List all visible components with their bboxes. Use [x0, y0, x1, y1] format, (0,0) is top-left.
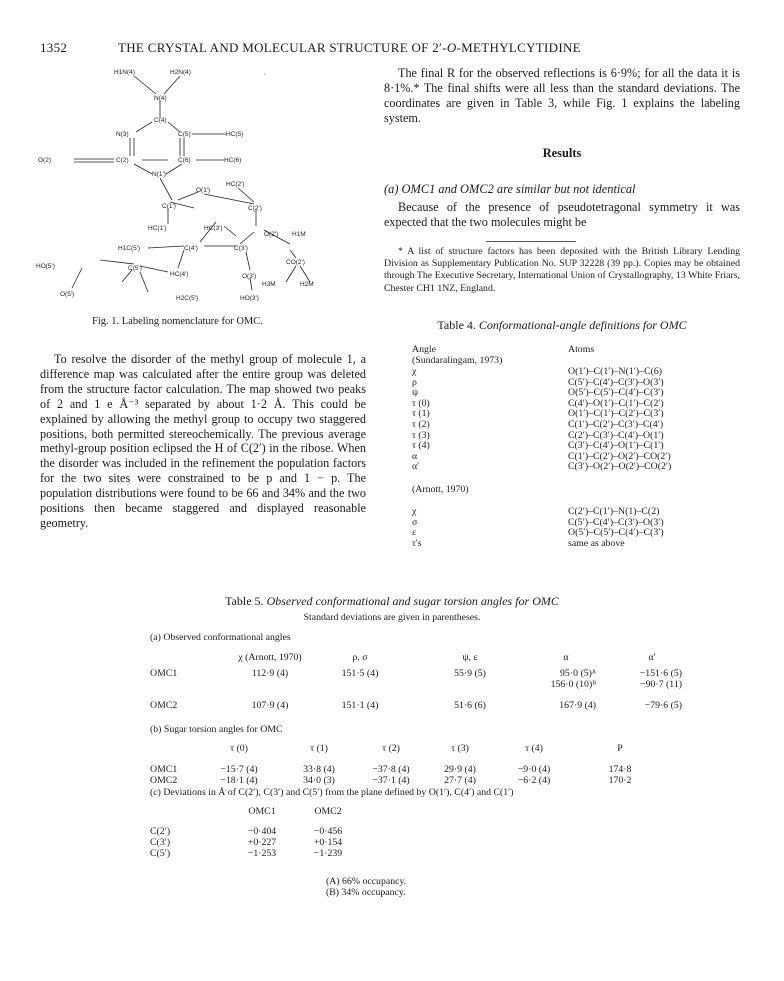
page-number: 1352	[40, 40, 68, 55]
atom-o3p: O(3′)	[242, 273, 257, 280]
table4-atoms-cell: O(1′)–C(1′)–N(1′)–C(6)	[568, 366, 663, 377]
atom-h1c5p: H1C(5′)	[118, 245, 141, 252]
atom-o2p: O(2′)	[264, 231, 279, 238]
atom-c2p: C(2′)	[248, 205, 262, 212]
table5-c-header: OMC1	[248, 806, 276, 817]
table5-a-alpha: 167·9 (4)	[559, 700, 596, 711]
table5-a-chi: 112·9 (4)	[251, 668, 289, 679]
atom-c3p: C(3′)	[234, 245, 248, 252]
table5-a-header: χ (Arnott, 1970)	[238, 652, 302, 663]
table4-angle-cell: α	[412, 450, 418, 462]
table4-atoms-cell: O(1′)–C(1′)–C(2′)–C(3′)	[568, 408, 664, 420]
table5-b-value: −15·7 (4)	[220, 764, 258, 775]
footnote-rule	[486, 241, 576, 242]
table5-b-value: −37·1 (4)	[372, 775, 410, 786]
footnote: * A list of structure factors has been deposited with the British Library Lending Division as Supplementary Publication No. SUP 32228 (39 pp.). Copies may be obtained through The Executive Secretary, International Union of Crystallography, 13 White Friars, Chester CH1 1NZ, England.	[384, 246, 740, 294]
table5-a-alpha: 156·0 (10)ᴮ	[550, 678, 596, 690]
subsection-heading: (a) OMC1 and OMC2 are similar but not identical	[384, 182, 636, 196]
atom-hc3p: HC(3′)	[204, 225, 223, 232]
table4-atoms-cell: C(2′)–C(3′)–C(4′)–O(1′)	[568, 429, 664, 441]
atom-h2m: H2M	[300, 281, 314, 288]
table5-a-header: ρ, σ	[352, 652, 368, 663]
table5-a-alpha-prime: −79·6 (5)	[644, 700, 682, 711]
table5-b-header: τ (3)	[451, 743, 469, 754]
table5-section-c: (c) Deviations in Å of C(2′), C(3′) and C(5′) from the plane defined by O(1′), C(4′) and C(1′)	[150, 787, 514, 798]
table4-atoms-cell: C(1′)–C(2′)–C(3′)–C(4′)	[568, 419, 664, 430]
table4-angle-cell: χ	[412, 506, 417, 517]
table5-caption	[40, 594, 744, 609]
table5-caption-prefix: Table 5.	[225, 594, 267, 608]
running-title	[118, 40, 581, 56]
table5-a-row-label: OMC2	[150, 700, 178, 711]
title-prefix: THE CRYSTAL AND MOLECULAR STRUCTURE OF 2′-	[118, 40, 447, 55]
table4-caption-prefix: Table 4.	[437, 318, 479, 332]
atom-c4p: C(4′)	[184, 245, 198, 252]
table5-a-header: α	[563, 652, 569, 663]
table5-footnote: (A) 66% occupancy.	[326, 876, 407, 887]
table5-c-row-label: C(2′)	[150, 826, 171, 837]
table5-c-value: +0·227	[247, 837, 277, 848]
atom-c6: C(6)	[178, 157, 191, 164]
table4-atoms-cell: C(5′)–C(4′)–C(3′)–O(3′)	[568, 376, 664, 388]
atom-hc4p: HC(4′)	[170, 271, 189, 278]
table4-atoms-cell: C(1′)–C(2′)–O(2′)–CO(2′)	[568, 450, 671, 462]
atom-o1p: O(1′)	[196, 187, 211, 194]
table5-c-value: −0·456	[313, 826, 343, 837]
title-italic: O	[446, 40, 457, 55]
table5-b-row-label: OMC2	[150, 775, 178, 786]
table4-atoms-cell: C(3′)–C(4′)–O(1′)–C(1′)	[568, 440, 664, 452]
table5-b-value: 33·8 (4)	[303, 764, 335, 775]
table5-c-value: +0·154	[313, 837, 343, 848]
body-paragraph-right-1: The final R for the observed reflections is 6·9%; for all the data it is 8·1%.* The final shifts were all less than the standard deviations. The coordinates are given in Table 3, while Fig. 1 explains the labeling system.	[384, 66, 740, 125]
table5	[0, 632, 784, 902]
table4-atoms-cell: C(4′)–O(1′)–C(1′)–C(2′)	[568, 397, 664, 409]
atom-n4: N(4)	[154, 95, 167, 102]
table5-footnote: (B) 34% occupancy.	[326, 887, 406, 898]
table4-angle-cell: ρ	[412, 376, 417, 388]
table5-b-header: τ (4)	[525, 743, 543, 754]
table4-atoms-cell: C(2′)–C(1′)–N(1)–C(2)	[568, 506, 660, 517]
atom-c5p: C(5′)	[128, 265, 142, 272]
atom-hc6: HC(6)	[224, 157, 242, 164]
atom-c5: C(5)	[178, 131, 191, 138]
atom-hc1p: HC(1′)	[148, 225, 167, 232]
table4-atoms-cell: O(5′)–C(5′)–C(4′)–C(3′)	[568, 527, 664, 539]
table5-section-b: (b) Sugar torsion angles for OMC	[150, 724, 283, 735]
atom-hc5: HC(5)	[226, 131, 244, 138]
table4-source-2: (Arnott, 1970)	[412, 484, 469, 495]
table4-angle-cell: χ	[412, 366, 417, 377]
table4-atoms-cell: C(3′)–O(2′)–O(2′)–CO(2′)	[568, 461, 672, 473]
atom-h1n4: H1N(4)	[114, 69, 135, 76]
table5-b-value: 27·7 (4)	[444, 775, 476, 786]
table5-a-header: ψ, ε	[462, 652, 478, 663]
table4-atoms-cell: O(5′)–C(5′)–C(4′)–C(3′)	[568, 387, 664, 399]
table4-atoms-cell: same as above	[568, 537, 625, 549]
figure-caption: Fig. 1. Labeling nomenclature for OMC.	[92, 316, 263, 327]
table5-c-value: −1·239	[313, 848, 343, 859]
table5-section-a: (a) Observed conformational angles	[150, 632, 291, 643]
table4-angle-cell: τ (3)	[412, 429, 430, 441]
table4-source-1: (Sundaralingam, 1973)	[412, 355, 503, 366]
table5-b-value: 170·2	[608, 775, 632, 786]
table5-c-value: −1·253	[247, 848, 277, 859]
section-heading-results: Results	[542, 146, 582, 160]
table5-c-value: −0·404	[247, 826, 277, 837]
table4	[412, 345, 752, 573]
table5-a-rho: 151·5 (4)	[341, 668, 379, 679]
stray-mark: ,	[264, 69, 266, 76]
atom-h1m: H1M	[292, 231, 306, 238]
table5-b-value: 34·0 (3)	[303, 775, 335, 786]
table5-a-alpha: 95·0 (5)ᴬ	[560, 668, 596, 679]
atom-h2n4: H2N(4)	[170, 69, 191, 76]
table4-angle-cell: τ (1)	[412, 408, 430, 420]
table5-b-header: τ (1)	[310, 743, 328, 754]
table5-a-psi: 55·9 (5)	[454, 668, 486, 679]
table4-header-angle: Angle	[412, 344, 436, 355]
atom-n3: N(3)	[116, 131, 129, 138]
body-paragraph-right-2: Because of the presence of pseudotetragonal symmetry it was expected that the two molecules might be	[384, 200, 740, 229]
table5-c-header: OMC2	[314, 806, 342, 817]
table5-a-rho: 151·1 (4)	[341, 700, 379, 711]
atom-o5p: O(5′)	[60, 291, 75, 298]
table5-b-header: τ (0)	[230, 743, 248, 754]
table5-b-value: −6·2 (4)	[517, 775, 551, 786]
atom-c1p: C(1′)	[162, 203, 176, 210]
atom-co2p: CO(2′)	[286, 259, 305, 266]
table5-a-header: α′	[648, 652, 656, 663]
table4-angle-cell: α′	[412, 461, 420, 473]
table5-b-header: τ (2)	[382, 743, 400, 754]
table5-a-psi: 51·6 (6)	[454, 700, 486, 711]
table5-a-alpha-prime: −151·6 (5)	[639, 668, 682, 679]
atom-n1: N(1′)	[152, 171, 166, 178]
table5-b-value: −37·8 (4)	[372, 764, 410, 775]
atom-ho5p: HO(5′)	[36, 263, 55, 270]
table5-c-row-label: C(3′)	[150, 837, 171, 848]
table4-angle-cell: ψ	[412, 387, 419, 399]
table5-b-value: 29·9 (4)	[444, 764, 476, 775]
table4-angle-cell: τ's	[412, 537, 422, 549]
table4-header-atoms: Atoms	[568, 344, 595, 355]
title-suffix: -METHYLCYTIDINE	[456, 40, 581, 55]
atom-h2c5p: H2C(5′)	[176, 295, 199, 302]
table5-b-header: P	[617, 743, 623, 754]
table5-b-value: 174·8	[608, 764, 632, 775]
diagram-bonds	[72, 76, 310, 292]
atom-c2: C(2)	[116, 157, 129, 164]
table5-a-chi: 107·9 (4)	[251, 700, 289, 711]
table4-atoms-cell: C(5′)–C(4′)–C(3′)–O(3′)	[568, 516, 664, 528]
table5-b-value: −18·1 (4)	[220, 775, 258, 786]
table4-angle-cell: σ	[412, 516, 418, 528]
table5-a-row-label: OMC1	[150, 668, 178, 679]
table4-angle-cell: ε	[412, 527, 417, 539]
table5-note: Standard deviations are given in parentheses.	[303, 612, 481, 623]
table4-caption	[384, 318, 740, 333]
labeling-diagram	[28, 60, 348, 310]
atom-c4: C(4)	[154, 117, 167, 124]
table4-angle-cell: τ (2)	[412, 419, 430, 430]
table5-a-alpha-prime: −90·7 (11)	[640, 678, 682, 690]
atom-ho3p: HO(3′)	[240, 295, 259, 302]
table4-caption-italic: Conformational-angle definitions for OMC	[478, 318, 687, 332]
body-paragraph-left: To resolve the disorder of the methyl group of molecule 1, a difference map was calculated after the entire group was deleted from the structure factor calculation. The map showed two peaks of 2 and 1 e Å⁻³ separated by about 1·2 Å. This could be explained by allowing the methyl group to occupy two staggered positions, both permitted stereochemically. The previous average methyl-group position eclipsed the H of C(2′) in the ribose. When the disorder was included in the refinement the population factors for the two sites were constrained to be p and 1 − p. The population distributions were found to be 66 and 34% and the two positions then became staggered and displayed reasonable geometry.	[40, 352, 366, 530]
table4-angle-cell: τ (4)	[412, 440, 430, 452]
table5-c-row-label: C(5′)	[150, 848, 171, 859]
atom-h3m: H3M	[262, 281, 276, 288]
table4-angle-cell: τ (0)	[412, 397, 430, 409]
table5-b-row-label: OMC1	[150, 764, 178, 775]
atom-o2: O(2)	[38, 157, 51, 164]
table5-b-value: −9·0 (4)	[517, 764, 551, 775]
atom-hc2p: HC(2′)	[226, 181, 245, 188]
table5-caption-italic: Observed conformational and sugar torsion angles for OMC	[266, 594, 559, 608]
